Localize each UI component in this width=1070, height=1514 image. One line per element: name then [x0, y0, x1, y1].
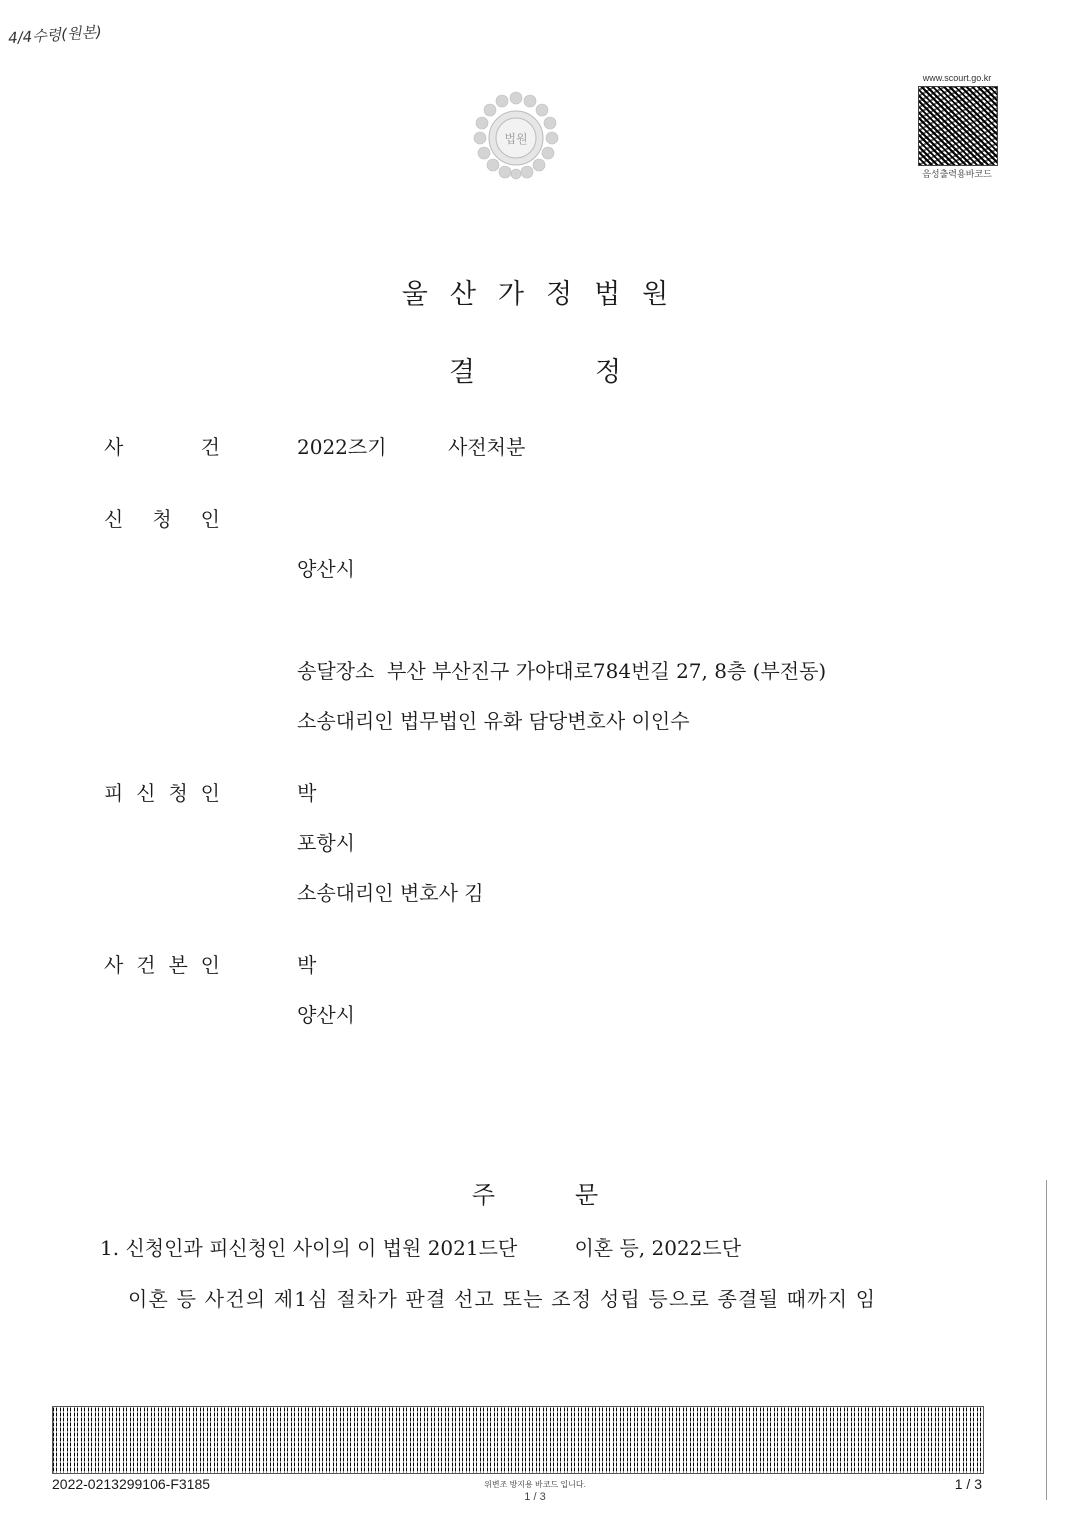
emblem-text: 법원 — [504, 132, 528, 146]
document-title: 결정 — [448, 357, 742, 388]
principal-name: 박 — [297, 953, 317, 977]
respondent-attorney: 소송대리인 변호사 김 — [297, 881, 484, 905]
document-id: 2022-0213299106-F3185 — [52, 1476, 211, 1492]
applicant-label: 신 청 인 — [104, 507, 220, 531]
page-number: 1 / 3 — [954, 1476, 982, 1492]
scan-edge-line — [1046, 1180, 1047, 1500]
respondent-label: 피 신 청 인 — [104, 781, 220, 805]
applicant-service-address: 송달장소 부산 부산진구 가야대로784번길 27, 8층 (부전동) — [297, 659, 827, 683]
principal-label: 사 건 본 인 — [104, 953, 220, 977]
qr-url: www.scourt.go.kr — [922, 73, 992, 83]
court-emblem-icon — [466, 86, 566, 186]
qr-caption: 음성출력용바코드 — [922, 169, 992, 179]
barcode-note: 위변조 방지용 바코드 입니다. — [484, 1480, 586, 1489]
qr-code — [918, 86, 998, 166]
case-label: 사 건 — [104, 435, 220, 459]
principal-address: 양산시 — [297, 1003, 355, 1027]
footer-page-center: 1 / 3 — [524, 1491, 546, 1503]
case-number: 2022즈기 — [297, 435, 387, 459]
order-line-1: 1. 신청인과 피신청인 사이의 이 법원 2021드단 이혼 등, 2022드단 — [100, 1236, 742, 1260]
handwritten-note: 4/4수령(원본) — [7, 22, 103, 48]
respondent-address: 포항시 — [297, 831, 355, 855]
case-type: 사전처분 — [448, 435, 526, 459]
court-name: 울산가정법원 — [401, 279, 691, 310]
applicant-attorney: 소송대리인 법무법인 유화 담당변호사 이인수 — [297, 709, 690, 733]
order-heading: 주문 — [471, 1181, 679, 1209]
order-line-2: 이혼 등 사건의 제1심 절차가 판결 선고 또는 조정 성립 등으로 종결될 때까지 임 — [128, 1287, 877, 1311]
applicant-address: 양산시 — [297, 557, 355, 581]
anti-forgery-barcode — [52, 1406, 984, 1474]
respondent-name: 박 — [297, 781, 317, 805]
